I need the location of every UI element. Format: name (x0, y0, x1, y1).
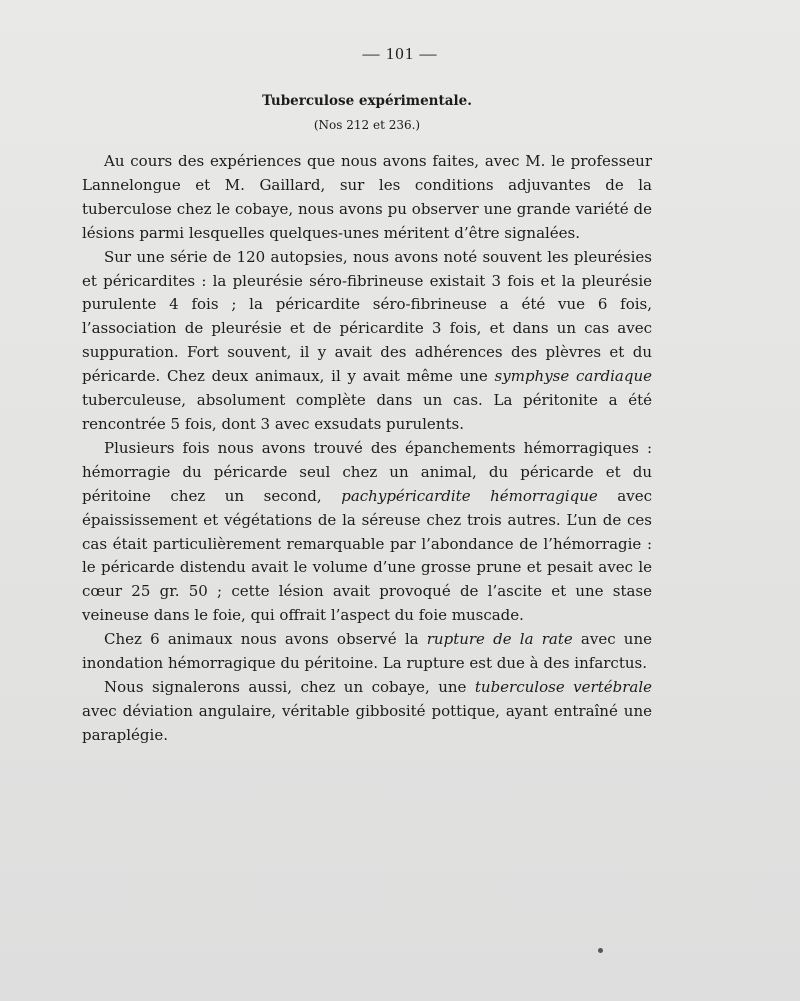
text-run: Chez 6 animaux nous avons observé la (104, 630, 427, 649)
ink-speck (598, 948, 603, 953)
paragraph (82, 150, 652, 246)
italic-term: tuberculose vertébrale (474, 677, 652, 696)
body-text (82, 150, 652, 748)
paragraph (82, 437, 652, 628)
paragraph (82, 246, 652, 437)
page-number: — 101 — (362, 44, 438, 63)
italic-term: rupture de la rate (426, 630, 573, 649)
italic-term: pachypéricardite hémorragique (341, 486, 598, 505)
text-run: Sur une série de 120 autopsies, nous avons noté souvent les pleurésies et péricardites : la pleurésie séro-fibrineuse existait 3 fois et la pleurésie purulente 4 fois ; la péricardite séro-fibrineuse a été vue 6 fois, l’association de pleurésie et de péricardite 3 fois, et dans un cas avec suppuration. Fort souvent, il y avait des adhérences des plèvres et du péricarde. Chez deux animaux, il y avait même une (82, 247, 652, 386)
text-run: avec épaississement et végétations de la séreuse chez trois autres. L’un de ces cas était particulièrement remarquable par l’abondance de l’hémorragie : le péricarde distendu avait le volume d’une grosse prune et pesait avec le cœur 25 gr. 50 ; cette lésion avait provoqué de l’ascite et une stase veineuse dans le foie, qui offrait l’aspect du foie muscade. (82, 486, 652, 625)
text-run: Plusieurs fois nous avons trouvé des épanchements hémorragiques : hémorragie du péricarde seul chez un animal, du péricarde et du péritoine chez un second, (82, 438, 652, 505)
text-run: Au cours des expériences que nous avons faites, avec M. le professeur Lannelongue et M. Gaillard, sur les conditions adjuvantes de la tuberculose chez le cobaye, nous avons pu observer une grande variété de lésions parmi lesquelles quelques-unes méritent d’être signalées. (82, 152, 652, 242)
section-title: Tuberculose expérimentale. (262, 93, 472, 109)
paragraph (82, 628, 652, 676)
text-run: Nous signalerons aussi, chez un cobaye, une (104, 677, 475, 696)
italic-term: symphyse cardiaque (494, 367, 652, 386)
text-run: avec une inondation hémorragique du péritoine. La rupture est due à des infarctus. (82, 630, 652, 673)
paragraph (82, 676, 652, 748)
text-run: tuberculeuse, absolument complète dans un cas. La péritonite a été rencontrée 5 fois, dont 3 avec exsudats purulents. (82, 391, 652, 433)
text-run: avec déviation angulaire, véritable gibbosité pottique, ayant entraîné une paraplégie. (82, 701, 652, 744)
section-references: (Nos 212 et 236.) (313, 118, 421, 132)
